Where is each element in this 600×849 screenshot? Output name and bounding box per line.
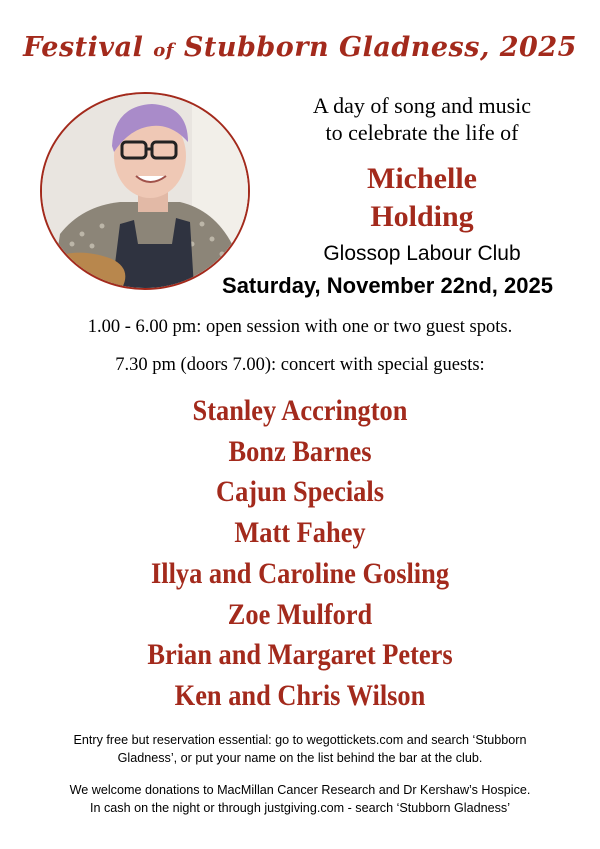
open-session-text: 1.00 - 6.00 pm: open session with one or two guest spots. (87, 317, 513, 337)
guest-item: Bonz Barnes (228, 434, 372, 468)
entry-note-line-2: Gladness’, or put your name on the list behind the bar at the club. (117, 751, 483, 765)
guest-item: Brian and Margaret Peters (147, 638, 453, 672)
guest-item: Matt Fahey (234, 516, 366, 550)
donation-note-line-1: We welcome donations to MacMillan Cancer Research and Dr Kershaw’s Hospice. (69, 783, 531, 797)
guest-item: Cajun Specials (216, 475, 384, 509)
event-date: Saturday, November 22nd, 2025 (222, 273, 553, 298)
intro-text (262, 92, 582, 146)
venue: Glossop Labour Club (323, 242, 521, 265)
honoree-photo (40, 92, 250, 290)
guest-item: Illya and Caroline Gosling (150, 556, 450, 590)
guest-item: Zoe Mulford (227, 597, 373, 631)
poster-title (0, 32, 600, 63)
title-stubborn-gladness: Stubborn Gladness, 2025 (183, 32, 577, 63)
donation-note (30, 781, 570, 817)
guest-item: Ken and Chris Wilson (174, 678, 426, 712)
concert-text: 7.30 pm (doors 7.00): concert with special guests: (115, 355, 485, 375)
honoree-first-name: Michelle (367, 162, 477, 195)
title-festival: Festival (23, 32, 144, 63)
honoree-last-name: Holding (370, 200, 474, 233)
entry-note-line-1: Entry free but reservation essential: go to wegottickets.com and search ‘Stubborn (73, 733, 527, 747)
intro-line-1: A day of song and music (312, 93, 532, 118)
donation-note-line-2: In cash on the night or through justgiving.com - search ‘Stubborn Gladness’ (89, 801, 511, 815)
honoree-name (262, 160, 582, 236)
title-of: of (153, 40, 175, 61)
guest-item: Stanley Accrington (192, 394, 408, 427)
guest-list (0, 391, 600, 717)
intro-line-2: to celebrate the life of (325, 120, 519, 145)
entry-note (30, 731, 570, 767)
